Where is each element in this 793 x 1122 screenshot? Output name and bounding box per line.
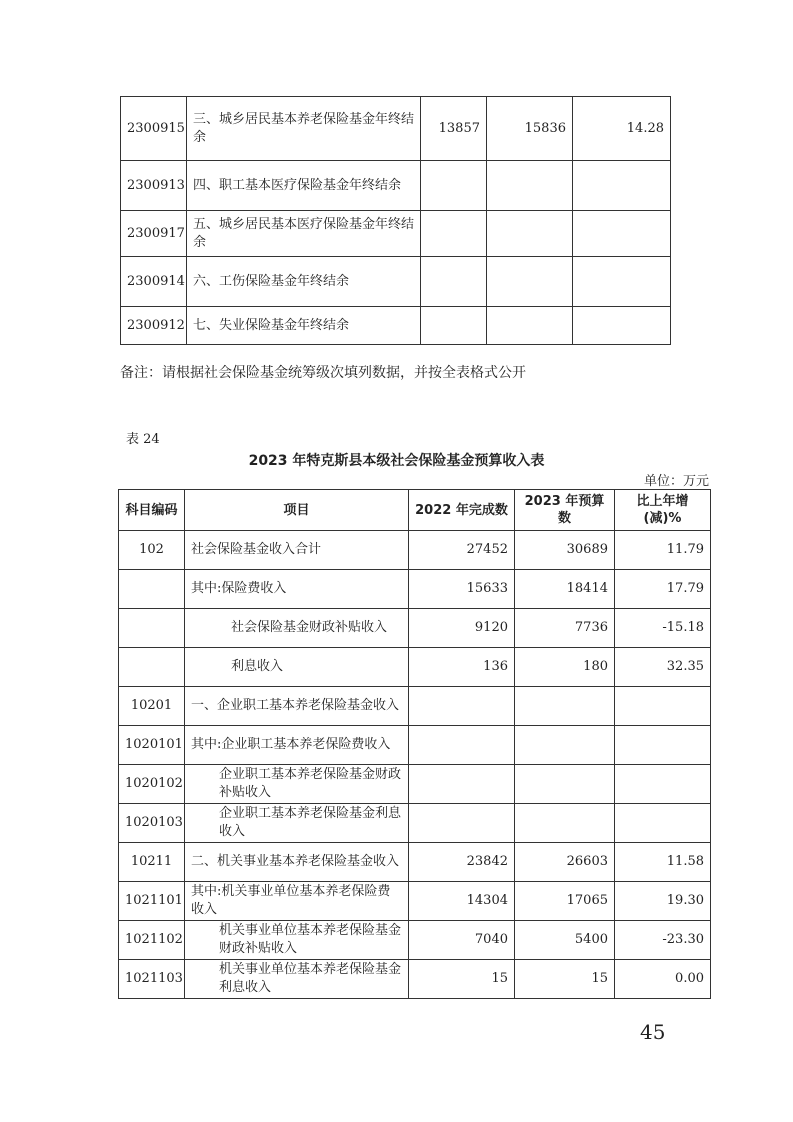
table-note: 备注：请根据社会保险基金统筹级次填列数据，并按全表格式公开 [120, 365, 526, 381]
value-2023 [487, 257, 573, 307]
subject-code: 2300914 [121, 257, 187, 307]
item-name: 社会保险基金财政补贴收入 [185, 609, 409, 648]
header-2022: 2022 年完成数 [409, 490, 515, 531]
item-name: 五、城乡居民基本医疗保险基金年终结余 [187, 211, 421, 257]
change-percent: 14.28 [573, 97, 671, 161]
table-row [119, 531, 711, 570]
change-percent: 19.30 [615, 882, 711, 921]
change-percent [615, 765, 711, 804]
table-row [119, 765, 711, 804]
page-number: 45 [640, 1020, 666, 1044]
subject-code [119, 648, 185, 687]
subject-code: 1020101 [119, 726, 185, 765]
item-name: 利息收入 [185, 648, 409, 687]
subject-code: 1020102 [119, 765, 185, 804]
item-name: 社会保险基金收入合计 [185, 531, 409, 570]
value-2023 [515, 804, 615, 843]
value-2022 [421, 307, 487, 345]
table-row [119, 960, 711, 999]
table-label: 表 24 [126, 432, 160, 447]
table-row [119, 609, 711, 648]
value-2022 [409, 726, 515, 765]
item-name: 二、机关事业基本养老保险基金收入 [185, 843, 409, 882]
change-percent [573, 161, 671, 211]
item-name: 其中:机关事业单位基本养老保险费收入 [185, 882, 409, 921]
value-2023: 26603 [515, 843, 615, 882]
value-2023: 5400 [515, 921, 615, 960]
table-row [119, 921, 711, 960]
table-row [119, 570, 711, 609]
value-2023: 7736 [515, 609, 615, 648]
subject-code: 1021103 [119, 960, 185, 999]
subject-code [119, 609, 185, 648]
value-2022 [421, 211, 487, 257]
change-percent: 17.79 [615, 570, 711, 609]
table-row [121, 307, 671, 345]
value-2023: 15836 [487, 97, 573, 161]
unit-label: 单位：万元 [643, 474, 709, 489]
header-item: 项目 [185, 490, 409, 531]
item-name: 机关事业单位基本养老保险基金财政补贴收入 [185, 921, 409, 960]
value-2022: 27452 [409, 531, 515, 570]
change-percent: 11.79 [615, 531, 711, 570]
table-row [121, 257, 671, 307]
subject-code: 10201 [119, 687, 185, 726]
item-name: 机关事业单位基本养老保险基金利息收入 [185, 960, 409, 999]
value-2022: 136 [409, 648, 515, 687]
table-row [119, 726, 711, 765]
item-name: 一、企业职工基本养老保险基金收入 [185, 687, 409, 726]
value-2022 [409, 765, 515, 804]
value-2023 [515, 765, 615, 804]
change-percent [573, 257, 671, 307]
item-name: 四、职工基本医疗保险基金年终结余 [187, 161, 421, 211]
value-2022: 13857 [421, 97, 487, 161]
change-percent: 11.58 [615, 843, 711, 882]
value-2023 [487, 211, 573, 257]
value-2022: 14304 [409, 882, 515, 921]
value-2022: 7040 [409, 921, 515, 960]
change-percent: -23.30 [615, 921, 711, 960]
item-name: 七、失业保险基金年终结余 [187, 307, 421, 345]
subject-code: 2300912 [121, 307, 187, 345]
item-name: 六、工伤保险基金年终结余 [187, 257, 421, 307]
value-2023: 15 [515, 960, 615, 999]
subject-code: 2300915 [121, 97, 187, 161]
value-2022 [409, 687, 515, 726]
table-row [119, 687, 711, 726]
table-row [119, 843, 711, 882]
subject-code: 1020103 [119, 804, 185, 843]
value-2023: 180 [515, 648, 615, 687]
item-name: 其中:企业职工基本养老保险费收入 [185, 726, 409, 765]
table-row [119, 648, 711, 687]
year-end-balance-table [120, 96, 671, 345]
change-percent: 32.35 [615, 648, 711, 687]
value-2023 [515, 726, 615, 765]
subject-code [119, 570, 185, 609]
subject-code: 1021102 [119, 921, 185, 960]
subject-code: 2300913 [121, 161, 187, 211]
subject-code: 102 [119, 531, 185, 570]
table-row [121, 97, 671, 161]
value-2023 [515, 687, 615, 726]
value-2022 [421, 161, 487, 211]
value-2022: 15633 [409, 570, 515, 609]
table-row [121, 161, 671, 211]
header-code: 科目编码 [119, 490, 185, 531]
income-table [118, 489, 711, 999]
value-2023: 18414 [515, 570, 615, 609]
change-percent [573, 307, 671, 345]
table-header-row [119, 490, 711, 531]
change-percent [615, 726, 711, 765]
table-row [121, 211, 671, 257]
table-row [119, 804, 711, 843]
value-2022 [409, 804, 515, 843]
header-2023: 2023 年预算数 [515, 490, 615, 531]
subject-code: 1021101 [119, 882, 185, 921]
header-change: 比上年增(减)% [615, 490, 711, 531]
change-percent: -15.18 [615, 609, 711, 648]
change-percent: 0.00 [615, 960, 711, 999]
item-name: 企业职工基本养老保险基金财政补贴收入 [185, 765, 409, 804]
value-2023: 17065 [515, 882, 615, 921]
change-percent [615, 804, 711, 843]
value-2022: 23842 [409, 843, 515, 882]
value-2022 [421, 257, 487, 307]
subject-code: 10211 [119, 843, 185, 882]
value-2023 [487, 307, 573, 345]
change-percent [573, 211, 671, 257]
subject-code: 2300917 [121, 211, 187, 257]
value-2022: 9120 [409, 609, 515, 648]
table-row [119, 882, 711, 921]
item-name: 三、城乡居民基本养老保险基金年终结余 [187, 97, 421, 161]
item-name: 企业职工基本养老保险基金利息收入 [185, 804, 409, 843]
item-name: 其中:保险费收入 [185, 570, 409, 609]
change-percent [615, 687, 711, 726]
value-2022: 15 [409, 960, 515, 999]
value-2023: 30689 [515, 531, 615, 570]
table-title: 2023 年特克斯县本级社会保险基金预算收入表 [248, 453, 545, 469]
value-2023 [487, 161, 573, 211]
